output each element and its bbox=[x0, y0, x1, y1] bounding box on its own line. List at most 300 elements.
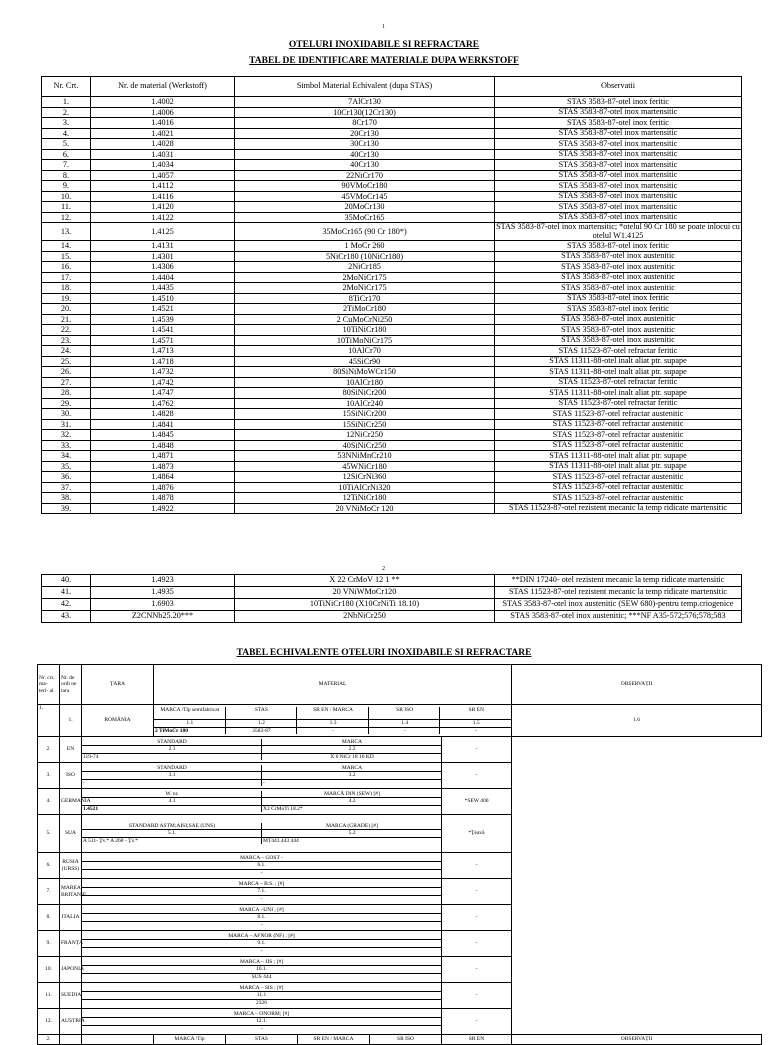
table-row bbox=[42, 202, 742, 213]
romania-cell: 1.3 bbox=[297, 720, 369, 726]
row-number: 17. bbox=[42, 272, 91, 283]
header-observations: Observatii bbox=[495, 77, 742, 97]
equivalent-symbol: 12TiNiCr180 bbox=[235, 493, 495, 504]
equivalent-symbol: 2NiCr185 bbox=[235, 262, 495, 273]
row-number: 13. bbox=[42, 223, 91, 241]
row-number: 22. bbox=[42, 325, 91, 336]
row-number: 10. bbox=[42, 191, 91, 202]
country-number: 8. bbox=[38, 905, 60, 931]
material-number: 1.4571 bbox=[91, 335, 235, 346]
observation-cell: - bbox=[442, 737, 512, 763]
table-row bbox=[42, 293, 742, 304]
marca-cell: 8.1. bbox=[82, 914, 441, 921]
equivalent-symbol: 8TiCr170 bbox=[235, 293, 495, 304]
marca-cell: MARCA – B.S. ; [#] bbox=[82, 881, 441, 888]
equivalent-symbol: 15SiNiCr200 bbox=[235, 409, 495, 420]
marca-cell: 7.1. bbox=[82, 888, 441, 895]
country-name: ITALIA bbox=[60, 905, 82, 931]
country-name: ROMÂNIA bbox=[82, 705, 154, 737]
observation: STAS 11311-88-otel inalt aliat ptr. supape bbox=[495, 451, 742, 462]
identification-table-title: TABEL DE IDENTIFICARE MATERIALE DUPA WERKSTOFF bbox=[249, 56, 519, 66]
standard-cell: - bbox=[82, 780, 262, 786]
country-number: 10. bbox=[38, 957, 60, 983]
row-number: 30. bbox=[42, 409, 91, 420]
material-number: 2. bbox=[38, 1035, 60, 1045]
equivalent-symbol: 10Cr130(12Cr130) bbox=[235, 107, 495, 118]
observation-cell: - bbox=[442, 905, 512, 931]
table-row bbox=[38, 905, 762, 931]
table-row bbox=[42, 304, 742, 315]
romania-stas-label: STAS bbox=[226, 707, 298, 719]
romania-cell: - bbox=[369, 728, 441, 734]
table-row bbox=[42, 160, 742, 171]
equivalent-symbol: 10TiNiCr180 bbox=[235, 325, 495, 336]
material-number: 1.4878 bbox=[91, 493, 235, 504]
marca-cell: MARCĂ DIN (SEW) [#] bbox=[324, 791, 380, 798]
observation: STAS 3583-87-otel inox austenitic bbox=[495, 251, 742, 262]
marca-cell: 3.2 bbox=[348, 772, 356, 779]
material-number: 1.4521 bbox=[91, 304, 235, 315]
country-name: EN bbox=[60, 737, 82, 763]
marca-cell: MARCA bbox=[341, 739, 363, 746]
material-number: 1.4122 bbox=[91, 212, 235, 223]
equivalent-symbol: 90VMoCr180 bbox=[235, 181, 495, 192]
table-row bbox=[42, 367, 742, 378]
country-number: 12. bbox=[38, 1009, 60, 1035]
table-row bbox=[38, 1009, 762, 1035]
material-number: 1.4510 bbox=[91, 293, 235, 304]
table-row bbox=[42, 575, 742, 587]
equivalent-symbol: 35MoCr165 bbox=[235, 212, 495, 223]
observation: STAS 3583-87-otel inox martensitic bbox=[495, 160, 742, 171]
row-number: 43. bbox=[42, 611, 91, 623]
identification-table-continued bbox=[41, 574, 742, 623]
table-row bbox=[38, 705, 762, 737]
observation: STAS 3583-87-otel inox austenitic bbox=[495, 262, 742, 273]
row-number: 42. bbox=[42, 599, 91, 611]
country-name: JAPONIA bbox=[60, 957, 82, 983]
observation: STAS 3583-87-otel inox feritic bbox=[495, 97, 742, 108]
row-number: 9. bbox=[42, 181, 91, 192]
country-name: GERMANIA bbox=[60, 789, 82, 815]
material-number: 1.4301 bbox=[91, 251, 235, 262]
romania-cell: - bbox=[297, 728, 369, 734]
country-number: 7. bbox=[38, 879, 60, 905]
marca-cell: X 6 NiCr 18 16 KD bbox=[330, 753, 374, 760]
observation: STAS 3583-87-otel inox austenitic bbox=[495, 325, 742, 336]
observation: STAS 11311-88-otel inalt aliat ptr. supape bbox=[495, 388, 742, 399]
equivalent-symbol: 20MoCr130 bbox=[235, 202, 495, 213]
row-number: 12. bbox=[42, 212, 91, 223]
marca-cell: MARCA – GOST - bbox=[82, 855, 441, 862]
marca-cell: 5.2 bbox=[348, 830, 356, 837]
marca-cell: 10.1. bbox=[82, 966, 441, 973]
material-number: 1.4002 bbox=[91, 97, 235, 108]
observation: STAS 11311-88-otel inalt aliat ptr. supape bbox=[495, 356, 742, 367]
observation-cell: - bbox=[442, 931, 512, 957]
equivalent-symbol: 40Cr130 bbox=[235, 149, 495, 160]
standard-cell: STANDARD bbox=[82, 765, 262, 771]
table-row bbox=[42, 170, 742, 181]
table-row bbox=[38, 815, 762, 853]
table-row bbox=[38, 931, 762, 957]
equivalent-symbol: 10TiAlCrNi320 bbox=[235, 482, 495, 493]
romania-stas-value: 3583-87 bbox=[226, 728, 298, 734]
standard-cell: 2.1 bbox=[82, 746, 262, 752]
material-number: 1.4028 bbox=[91, 139, 235, 150]
observation: STAS 3583-87-otel inox feritic bbox=[495, 118, 742, 129]
row-number: 4. bbox=[42, 128, 91, 139]
equivalent-symbol: 80SiNiMoWCr150 bbox=[235, 367, 495, 378]
romania-sriso-label: SR ISO bbox=[369, 707, 441, 719]
standard-cell: 119-74 bbox=[82, 754, 262, 760]
table-row bbox=[42, 262, 742, 273]
material-number: 1.4742 bbox=[91, 377, 235, 388]
observation: STAS 3583-87-otel inox austenitic bbox=[495, 283, 742, 294]
observation: STAS 11523-87-otel refractar feritic bbox=[495, 398, 742, 409]
table-row bbox=[42, 314, 742, 325]
material-number: 1.4873 bbox=[91, 461, 235, 472]
observation: STAS 3583-87-otel inox austenitic bbox=[495, 314, 742, 325]
row-number: 24. bbox=[42, 346, 91, 357]
country-name: RUSIA (URSS) bbox=[60, 853, 82, 879]
observation: STAS 3583-87-otel inox martensitic bbox=[495, 149, 742, 160]
marca-cell: 2326 bbox=[256, 999, 267, 1006]
row-number: 2. bbox=[42, 107, 91, 118]
marca-cell: MARCA – ONORM; [#] bbox=[82, 1011, 441, 1018]
material-number: 1.4541 bbox=[91, 325, 235, 336]
material-number: 1.4876 bbox=[91, 482, 235, 493]
table-row bbox=[38, 957, 762, 983]
romania-marca-label: MARCA /Tip semifabricat bbox=[154, 707, 226, 719]
table-row bbox=[42, 149, 742, 160]
equivalent-symbol: 2MoNiCr175 bbox=[235, 283, 495, 294]
row-number: 27. bbox=[42, 377, 91, 388]
document-title: OTELURI INOXIDABILE SI REFRACTARE bbox=[288, 40, 480, 50]
marca-cell: SUS 444 bbox=[251, 973, 272, 980]
marca-cell: - bbox=[260, 921, 263, 928]
header-equivalent-symbol: Simbol Material Echivalent (dupa STAS) bbox=[235, 77, 495, 97]
material-number: 1.4021 bbox=[91, 128, 235, 139]
romania-cell: 1.1 bbox=[154, 720, 226, 726]
equivalent-symbol: 53NNiMnCr210 bbox=[235, 451, 495, 462]
observation: STAS 3583-87-otel inox feritic bbox=[495, 241, 742, 252]
table-row bbox=[38, 737, 762, 763]
marca-cell: - bbox=[260, 1025, 263, 1032]
romania-marca-value: 2 TiMoCr 180 bbox=[154, 728, 226, 734]
row-number: 35. bbox=[42, 461, 91, 472]
row-number: 38. bbox=[42, 493, 91, 504]
table-row bbox=[42, 409, 742, 420]
material-number: 1.4016 bbox=[91, 118, 235, 129]
observation: STAS 11523-87-otel rezistent mecanic la temp ridicate martensitic bbox=[495, 587, 742, 599]
equivalent-symbol: 45WNiCr180 bbox=[235, 461, 495, 472]
header-observatii: OBSERVAȚII bbox=[512, 665, 762, 705]
country-number: 1. bbox=[60, 705, 82, 737]
equivalent-symbol: 10TiMoNiCr175 bbox=[235, 335, 495, 346]
stas-label: STAS bbox=[226, 1035, 298, 1045]
row-number: 41. bbox=[42, 587, 91, 599]
material-number: 1.4057 bbox=[91, 170, 235, 181]
header-tara: ȚARA bbox=[82, 665, 154, 705]
table-row bbox=[42, 599, 742, 611]
material-number: 1.6903 bbox=[91, 599, 235, 611]
country-number: 5. bbox=[38, 815, 60, 853]
country-name: SUA bbox=[60, 815, 82, 853]
material-number: 1.4864 bbox=[91, 472, 235, 483]
marca-cell: 4.2 bbox=[348, 798, 356, 805]
observation: STAS 3583-87-otel inox martensitic bbox=[495, 139, 742, 150]
material-number: 1.4922 bbox=[91, 503, 235, 514]
row-number: 6. bbox=[42, 149, 91, 160]
header-nr-crt: Nr. Crt. bbox=[42, 77, 91, 97]
equivalent-symbol: 10AlCr180 bbox=[235, 377, 495, 388]
equivalent-symbol: 1 MoCr 260 bbox=[235, 241, 495, 252]
row-number: 40. bbox=[42, 575, 91, 587]
marca-cell: X2 CrMoTi 18.2* bbox=[263, 805, 303, 812]
observation: STAS 3583-87-otel inox feritic bbox=[495, 304, 742, 315]
material-number: 1.4747 bbox=[91, 388, 235, 399]
table-row bbox=[42, 587, 742, 599]
table-row bbox=[42, 251, 742, 262]
equivalent-symbol: 10TiNiCr180 (X10CrNiTi 18.10) bbox=[235, 599, 495, 611]
marca-cell: MARCA – SIS ; [#] bbox=[82, 985, 441, 992]
marca-cell: - bbox=[263, 779, 265, 786]
row-number: 23. bbox=[42, 335, 91, 346]
observation: STAS 11523-87-otel refractar austenitic bbox=[495, 493, 742, 504]
observation: STAS 3583-87-otel inox austenitic bbox=[495, 272, 742, 283]
marca-cell: - bbox=[260, 869, 263, 876]
country-number: 11. bbox=[38, 983, 60, 1009]
sren-label: SR EN / MARCA bbox=[298, 1035, 370, 1045]
country-name: SUEDIA bbox=[60, 983, 82, 1009]
material-number: 1.4713 bbox=[91, 346, 235, 357]
material-number: 1.4718 bbox=[91, 356, 235, 367]
row-number: 34. bbox=[42, 451, 91, 462]
equivalence-table-title: TABEL ECHIVALENTE OTELURI INOXIDABILE SI REFRACTARE bbox=[236, 648, 532, 658]
marca-cell: MT443 443 444 bbox=[263, 837, 299, 844]
material-number: 1. bbox=[38, 705, 60, 737]
table-row bbox=[42, 472, 742, 483]
observation: STAS 11523-87-otel refractar austenitic bbox=[495, 482, 742, 493]
material-number: 1.4112 bbox=[91, 181, 235, 192]
table-row bbox=[38, 789, 762, 815]
country-number: 9. bbox=[38, 931, 60, 957]
table-row bbox=[42, 611, 742, 623]
table-row bbox=[42, 419, 742, 430]
material-number: 1.4539 bbox=[91, 314, 235, 325]
row-number: 18. bbox=[42, 283, 91, 294]
marca-label: MARCA /Tip bbox=[154, 1035, 226, 1045]
table-row bbox=[38, 853, 762, 879]
country-number: 2. bbox=[38, 737, 60, 763]
row-number: 15. bbox=[42, 251, 91, 262]
table-row bbox=[42, 346, 742, 357]
material-number: 1.4120 bbox=[91, 202, 235, 213]
material-number: 1.4034 bbox=[91, 160, 235, 171]
row-number: 25. bbox=[42, 356, 91, 367]
observation: STAS 3583-87-otel inox austenitic (SEW 680)-pentru temp.criogenice bbox=[495, 599, 742, 611]
header-nr-material: Nr. crt. ma- teri- al bbox=[38, 665, 60, 705]
material-number: 1.4031 bbox=[91, 149, 235, 160]
observation: STAS 11523-87-otel refractar austenitic bbox=[495, 440, 742, 451]
equivalence-table bbox=[37, 664, 762, 1045]
row-number: 11. bbox=[42, 202, 91, 213]
row-number: 8. bbox=[42, 170, 91, 181]
country-name: MAREA BRITANIE bbox=[60, 879, 82, 905]
observation-header: OBSERVAȚII bbox=[512, 1035, 762, 1045]
equivalent-symbol: 40SiNiCr250 bbox=[235, 440, 495, 451]
observation: STAS 11523-87-otel rezistent mecanic la temp ridicate martensitic bbox=[495, 503, 742, 514]
observation-cell: *Ţeavă bbox=[442, 815, 512, 853]
row-number: 26. bbox=[42, 367, 91, 378]
table-row bbox=[42, 377, 742, 388]
observation: STAS 3583-87-otel inox martensitic bbox=[495, 202, 742, 213]
row-number: 39. bbox=[42, 503, 91, 514]
marca-cell: - bbox=[260, 947, 263, 954]
table-row bbox=[42, 335, 742, 346]
observation: STAS 11523-87-otel refractar feritic bbox=[495, 377, 742, 388]
standard-cell: W. nr. bbox=[82, 791, 262, 797]
row-number: 21. bbox=[42, 314, 91, 325]
table-row bbox=[42, 430, 742, 441]
equivalent-symbol: 45SiCr90 bbox=[235, 356, 495, 367]
marca-cell: MARCA – AFNOR (NF) ; [#] bbox=[82, 933, 441, 940]
table-row bbox=[42, 482, 742, 493]
table-row bbox=[42, 118, 742, 129]
observation: STAS 3583-87-otel inox martensitic bbox=[495, 107, 742, 118]
country-number: 6. bbox=[38, 853, 60, 879]
equivalent-symbol: 40Cr130 bbox=[235, 160, 495, 171]
header-material: MATERIAL bbox=[154, 665, 512, 705]
row-number: 28. bbox=[42, 388, 91, 399]
row-number: 3. bbox=[42, 118, 91, 129]
equivalent-symbol: 45VMoCr145 bbox=[235, 191, 495, 202]
row-number: 29. bbox=[42, 398, 91, 409]
observation-cell: - bbox=[442, 983, 512, 1009]
table-row bbox=[38, 879, 762, 905]
table-row bbox=[42, 241, 742, 252]
equivalent-symbol: 80SiNiCr200 bbox=[235, 388, 495, 399]
standard-cell: 3.1 bbox=[82, 772, 262, 778]
table-row bbox=[42, 191, 742, 202]
table-row bbox=[42, 272, 742, 283]
observation: STAS 11311-88-otel inalt aliat ptr. supape bbox=[495, 367, 742, 378]
marca-cell: 12.1. bbox=[82, 1018, 441, 1025]
observation: STAS 3583-87-otel inox martensitic bbox=[495, 212, 742, 223]
marca-cell: 9.1. bbox=[82, 940, 441, 947]
observation: STAS 3583-87-otel inox martensitic bbox=[495, 128, 742, 139]
table-row bbox=[42, 398, 742, 409]
observation-cell: - bbox=[442, 1009, 512, 1035]
table-row bbox=[42, 283, 742, 294]
observation: STAS 3583-87-otel inox martensitic bbox=[495, 191, 742, 202]
observation-cell: *SEW 400 bbox=[442, 789, 512, 815]
equivalent-symbol: 20 VNiMoCr 120 bbox=[235, 503, 495, 514]
equivalent-symbol: 20 VNiWMoCr120 bbox=[235, 587, 495, 599]
equivalent-symbol: 30Cr130 bbox=[235, 139, 495, 150]
row-number: 37. bbox=[42, 482, 91, 493]
table-row bbox=[38, 1035, 762, 1045]
material-number: 1.4871 bbox=[91, 451, 235, 462]
observation: STAS 11311-88-otel inalt aliat ptr. supape bbox=[495, 461, 742, 472]
material-number: 1.4732 bbox=[91, 367, 235, 378]
country-number: 3. bbox=[38, 763, 60, 789]
row-number: 16. bbox=[42, 262, 91, 273]
standard-cell: 4.1 bbox=[82, 798, 262, 804]
table-row bbox=[42, 451, 742, 462]
equivalent-symbol: 2TiMoCr180 bbox=[235, 304, 495, 315]
equivalent-symbol: 20Cr130 bbox=[235, 128, 495, 139]
equivalent-symbol: X 22 CrMoV 12 1 ** bbox=[235, 575, 495, 587]
country-name: FRANȚA bbox=[60, 931, 82, 957]
row-number: 7. bbox=[42, 160, 91, 171]
equivalent-symbol: 10AlCr70 bbox=[235, 346, 495, 357]
observation: STAS 3583-87-otel inox austenitic; ***NF A35-572;576;578;583 bbox=[495, 611, 742, 623]
marca-cell: 2.2 bbox=[348, 746, 356, 753]
material-number: Z2CNNb25.20*** bbox=[91, 611, 235, 623]
material-number: 1.4762 bbox=[91, 398, 235, 409]
table-row bbox=[42, 461, 742, 472]
table-row bbox=[42, 139, 742, 150]
equivalent-symbol: 7AlCr130 bbox=[235, 97, 495, 108]
row-number: 36. bbox=[42, 472, 91, 483]
marca-cell: MARCA (GRADE) [#] bbox=[326, 823, 378, 830]
country-name: ISO bbox=[60, 763, 82, 789]
observation-cell: - bbox=[442, 879, 512, 905]
observation-cell: - bbox=[442, 957, 512, 983]
page-number-1: 1 bbox=[382, 24, 385, 30]
material-number: 1.4435 bbox=[91, 283, 235, 294]
table-row bbox=[42, 212, 742, 223]
table-header-row bbox=[42, 77, 742, 97]
material-number: 1.4116 bbox=[91, 191, 235, 202]
observation: STAS 11523-87-otel refractar feritic bbox=[495, 346, 742, 357]
standard-cell: STANDARD ASTM;AISI;SAE (UNS) bbox=[82, 823, 262, 829]
romania-cell: 1.4 bbox=[369, 720, 441, 726]
table-row bbox=[42, 440, 742, 451]
material-number: 1.4848 bbox=[91, 440, 235, 451]
equivalent-symbol: 5NiCr180 (10NiCr180) bbox=[235, 251, 495, 262]
observation: STAS 11523-87-otel refractar austenitic bbox=[495, 409, 742, 420]
marca-cell: MARCA – JIS ; [#] bbox=[82, 959, 441, 966]
observation: STAS 3583-87-otel inox austenitic bbox=[495, 335, 742, 346]
row-number: 31. bbox=[42, 419, 91, 430]
observation: STAS 11523-87-otel refractar austenitic bbox=[495, 430, 742, 441]
observation: STAS 3583-87-otel inox martensitic bbox=[495, 170, 742, 181]
observation-cell: - bbox=[442, 853, 512, 879]
table-row bbox=[38, 763, 762, 789]
material-number: 1.4404 bbox=[91, 272, 235, 283]
sren2-label: SR EN bbox=[442, 1035, 512, 1045]
row-number: 33. bbox=[42, 440, 91, 451]
standard-cell: STANDARD bbox=[82, 739, 262, 745]
sriso-label: SR ISO bbox=[370, 1035, 442, 1045]
observation: STAS 3583-87-otel inox martensitic bbox=[495, 181, 742, 192]
table-row bbox=[42, 493, 742, 504]
marca-cell: MARCA –UNI ; [#] bbox=[82, 907, 441, 914]
equivalent-symbol: 12NiCr250 bbox=[235, 430, 495, 441]
table-row bbox=[42, 356, 742, 367]
row-number: 19. bbox=[42, 293, 91, 304]
page-number-2: 2 bbox=[382, 566, 385, 572]
observation: **DIN 17240- otel rezistent mecanic la temp ridicate martensitic bbox=[495, 575, 742, 587]
equivalent-symbol: 8Cr170 bbox=[235, 118, 495, 129]
observation: STAS 3583-87-otel inox feritic bbox=[495, 293, 742, 304]
header-nr-tara: Nr. de ordi ne tara bbox=[60, 665, 82, 705]
equivalent-symbol: 2 CuMoCrNi250 bbox=[235, 314, 495, 325]
table-row bbox=[42, 128, 742, 139]
